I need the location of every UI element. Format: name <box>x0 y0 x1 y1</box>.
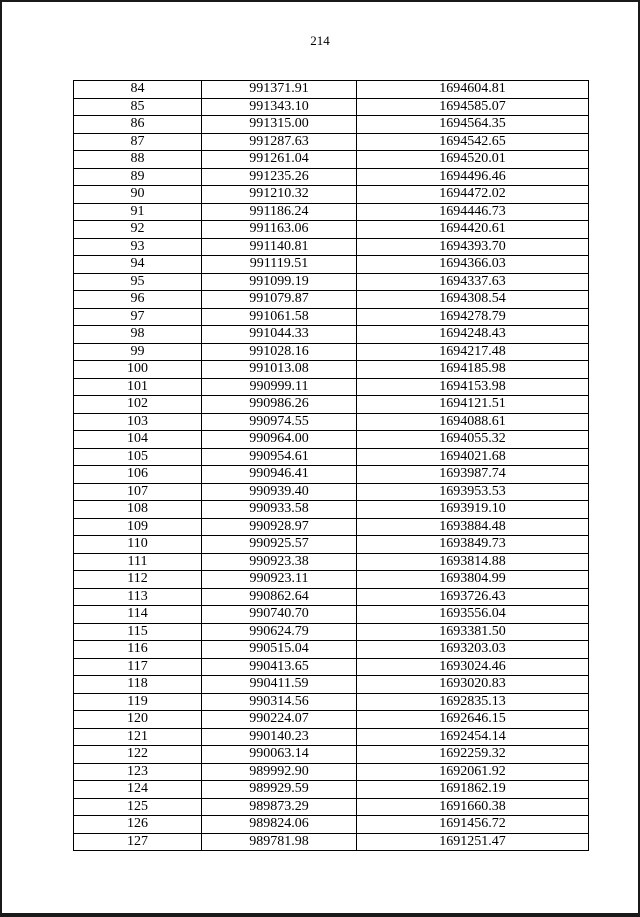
y-coordinate-cell: 1694121.51 <box>357 396 589 414</box>
point-number-cell: 117 <box>74 658 202 676</box>
y-coordinate-cell: 1693884.48 <box>357 518 589 536</box>
y-coordinate-cell: 1694585.07 <box>357 98 589 116</box>
table-row <box>74 623 589 641</box>
table-row <box>74 553 589 571</box>
table-row <box>74 133 589 151</box>
x-coordinate-cell: 990999.11 <box>202 378 357 396</box>
x-coordinate-cell: 990923.38 <box>202 553 357 571</box>
y-coordinate-cell: 1693020.83 <box>357 676 589 694</box>
point-number-cell: 114 <box>74 606 202 624</box>
table-row <box>74 151 589 169</box>
y-coordinate-cell: 1693804.99 <box>357 571 589 589</box>
x-coordinate-cell: 991235.26 <box>202 168 357 186</box>
y-coordinate-cell: 1692646.15 <box>357 711 589 729</box>
y-coordinate-cell: 1693381.50 <box>357 623 589 641</box>
y-coordinate-cell: 1693203.03 <box>357 641 589 659</box>
table-row <box>74 361 589 379</box>
table-row <box>74 431 589 449</box>
x-coordinate-cell: 990314.56 <box>202 693 357 711</box>
table-row <box>74 606 589 624</box>
y-coordinate-cell: 1694604.81 <box>357 81 589 99</box>
point-number-cell: 109 <box>74 518 202 536</box>
table-row <box>74 676 589 694</box>
table-row <box>74 501 589 519</box>
point-number-cell: 125 <box>74 798 202 816</box>
table-row <box>74 98 589 116</box>
point-number-cell: 110 <box>74 536 202 554</box>
x-coordinate-cell: 990224.07 <box>202 711 357 729</box>
coordinates-table <box>73 80 589 851</box>
point-number-cell: 105 <box>74 448 202 466</box>
y-coordinate-cell: 1694337.63 <box>357 273 589 291</box>
x-coordinate-cell: 990515.04 <box>202 641 357 659</box>
point-number-cell: 104 <box>74 431 202 449</box>
x-coordinate-cell: 991028.16 <box>202 343 357 361</box>
y-coordinate-cell: 1692259.32 <box>357 746 589 764</box>
table-row <box>74 308 589 326</box>
point-number-cell: 108 <box>74 501 202 519</box>
x-coordinate-cell: 990954.61 <box>202 448 357 466</box>
y-coordinate-cell: 1694564.35 <box>357 116 589 134</box>
point-number-cell: 100 <box>74 361 202 379</box>
table-row <box>74 81 589 99</box>
y-coordinate-cell: 1694248.43 <box>357 326 589 344</box>
page-number: 214 <box>310 33 330 48</box>
table-row <box>74 396 589 414</box>
y-coordinate-cell: 1693919.10 <box>357 501 589 519</box>
point-number-cell: 86 <box>74 116 202 134</box>
table-row <box>74 168 589 186</box>
y-coordinate-cell: 1693849.73 <box>357 536 589 554</box>
x-coordinate-cell: 991044.33 <box>202 326 357 344</box>
table-row <box>74 798 589 816</box>
y-coordinate-cell: 1694472.02 <box>357 186 589 204</box>
point-number-cell: 119 <box>74 693 202 711</box>
point-number-cell: 94 <box>74 256 202 274</box>
x-coordinate-cell: 991186.24 <box>202 203 357 221</box>
point-number-cell: 124 <box>74 781 202 799</box>
table-row <box>74 711 589 729</box>
y-coordinate-cell: 1694278.79 <box>357 308 589 326</box>
table-row <box>74 326 589 344</box>
table-row <box>74 833 589 851</box>
x-coordinate-cell: 989781.98 <box>202 833 357 851</box>
x-coordinate-cell: 989992.90 <box>202 763 357 781</box>
x-coordinate-cell: 990933.58 <box>202 501 357 519</box>
x-coordinate-cell: 990946.41 <box>202 466 357 484</box>
y-coordinate-cell: 1691456.72 <box>357 816 589 834</box>
y-coordinate-cell: 1694520.01 <box>357 151 589 169</box>
x-coordinate-cell: 990925.57 <box>202 536 357 554</box>
point-number-cell: 93 <box>74 238 202 256</box>
point-number-cell: 84 <box>74 81 202 99</box>
point-number-cell: 111 <box>74 553 202 571</box>
point-number-cell: 99 <box>74 343 202 361</box>
table-row <box>74 693 589 711</box>
x-coordinate-cell: 990964.00 <box>202 431 357 449</box>
point-number-cell: 103 <box>74 413 202 431</box>
point-number-cell: 127 <box>74 833 202 851</box>
table-row <box>74 536 589 554</box>
x-coordinate-cell: 990413.65 <box>202 658 357 676</box>
table-row <box>74 483 589 501</box>
x-coordinate-cell: 990140.23 <box>202 728 357 746</box>
point-number-cell: 101 <box>74 378 202 396</box>
point-number-cell: 118 <box>74 676 202 694</box>
point-number-cell: 88 <box>74 151 202 169</box>
table-row <box>74 186 589 204</box>
x-coordinate-cell: 990974.55 <box>202 413 357 431</box>
y-coordinate-cell: 1694420.61 <box>357 221 589 239</box>
y-coordinate-cell: 1694153.98 <box>357 378 589 396</box>
table-row <box>74 221 589 239</box>
table-row <box>74 763 589 781</box>
table-row <box>74 658 589 676</box>
point-number-cell: 122 <box>74 746 202 764</box>
point-number-cell: 92 <box>74 221 202 239</box>
scan-edge <box>0 913 640 917</box>
point-number-cell: 97 <box>74 308 202 326</box>
y-coordinate-cell: 1694088.61 <box>357 413 589 431</box>
x-coordinate-cell: 991061.58 <box>202 308 357 326</box>
table-row <box>74 641 589 659</box>
table-row <box>74 273 589 291</box>
point-number-cell: 96 <box>74 291 202 309</box>
y-coordinate-cell: 1694308.54 <box>357 291 589 309</box>
table-row <box>74 413 589 431</box>
x-coordinate-cell: 990923.11 <box>202 571 357 589</box>
x-coordinate-cell: 990939.40 <box>202 483 357 501</box>
x-coordinate-cell: 991163.06 <box>202 221 357 239</box>
y-coordinate-cell: 1694393.70 <box>357 238 589 256</box>
point-number-cell: 91 <box>74 203 202 221</box>
x-coordinate-cell: 991287.63 <box>202 133 357 151</box>
table-row <box>74 518 589 536</box>
x-coordinate-cell: 990063.14 <box>202 746 357 764</box>
point-number-cell: 87 <box>74 133 202 151</box>
table-row <box>74 378 589 396</box>
table-row <box>74 728 589 746</box>
point-number-cell: 112 <box>74 571 202 589</box>
x-coordinate-cell: 990986.26 <box>202 396 357 414</box>
x-coordinate-cell: 989929.59 <box>202 781 357 799</box>
y-coordinate-cell: 1694366.03 <box>357 256 589 274</box>
point-number-cell: 126 <box>74 816 202 834</box>
y-coordinate-cell: 1694496.46 <box>357 168 589 186</box>
y-coordinate-cell: 1692454.14 <box>357 728 589 746</box>
table-row <box>74 781 589 799</box>
table-row <box>74 343 589 361</box>
x-coordinate-cell: 991013.08 <box>202 361 357 379</box>
y-coordinate-cell: 1693987.74 <box>357 466 589 484</box>
x-coordinate-cell: 989824.06 <box>202 816 357 834</box>
x-coordinate-cell: 990740.70 <box>202 606 357 624</box>
y-coordinate-cell: 1691251.47 <box>357 833 589 851</box>
x-coordinate-cell: 991261.04 <box>202 151 357 169</box>
y-coordinate-cell: 1691862.19 <box>357 781 589 799</box>
y-coordinate-cell: 1694217.48 <box>357 343 589 361</box>
table-row <box>74 238 589 256</box>
point-number-cell: 113 <box>74 588 202 606</box>
x-coordinate-cell: 990928.97 <box>202 518 357 536</box>
x-coordinate-cell: 991099.19 <box>202 273 357 291</box>
y-coordinate-cell: 1694446.73 <box>357 203 589 221</box>
table-row <box>74 816 589 834</box>
table-row <box>74 466 589 484</box>
y-coordinate-cell: 1693726.43 <box>357 588 589 606</box>
y-coordinate-cell: 1693024.46 <box>357 658 589 676</box>
table-row <box>74 588 589 606</box>
point-number-cell: 85 <box>74 98 202 116</box>
point-number-cell: 123 <box>74 763 202 781</box>
point-number-cell: 90 <box>74 186 202 204</box>
point-number-cell: 98 <box>74 326 202 344</box>
x-coordinate-cell: 991119.51 <box>202 256 357 274</box>
point-number-cell: 106 <box>74 466 202 484</box>
point-number-cell: 120 <box>74 711 202 729</box>
y-coordinate-cell: 1694021.68 <box>357 448 589 466</box>
y-coordinate-cell: 1694055.32 <box>357 431 589 449</box>
table-row <box>74 448 589 466</box>
y-coordinate-cell: 1693556.04 <box>357 606 589 624</box>
x-coordinate-cell: 991079.87 <box>202 291 357 309</box>
y-coordinate-cell: 1691660.38 <box>357 798 589 816</box>
point-number-cell: 115 <box>74 623 202 641</box>
x-coordinate-cell: 991371.91 <box>202 81 357 99</box>
y-coordinate-cell: 1693953.53 <box>357 483 589 501</box>
table-row <box>74 746 589 764</box>
y-coordinate-cell: 1692061.92 <box>357 763 589 781</box>
x-coordinate-cell: 990862.64 <box>202 588 357 606</box>
y-coordinate-cell: 1693814.88 <box>357 553 589 571</box>
point-number-cell: 89 <box>74 168 202 186</box>
point-number-cell: 102 <box>74 396 202 414</box>
y-coordinate-cell: 1692835.13 <box>357 693 589 711</box>
x-coordinate-cell: 991140.81 <box>202 238 357 256</box>
x-coordinate-cell: 991210.32 <box>202 186 357 204</box>
point-number-cell: 121 <box>74 728 202 746</box>
y-coordinate-cell: 1694542.65 <box>357 133 589 151</box>
y-coordinate-cell: 1694185.98 <box>357 361 589 379</box>
point-number-cell: 116 <box>74 641 202 659</box>
table-row <box>74 291 589 309</box>
table-row <box>74 203 589 221</box>
table-row <box>74 116 589 134</box>
x-coordinate-cell: 990624.79 <box>202 623 357 641</box>
x-coordinate-cell: 989873.29 <box>202 798 357 816</box>
x-coordinate-cell: 991315.00 <box>202 116 357 134</box>
point-number-cell: 95 <box>74 273 202 291</box>
table-row <box>74 571 589 589</box>
x-coordinate-cell: 991343.10 <box>202 98 357 116</box>
table-row <box>74 256 589 274</box>
x-coordinate-cell: 990411.59 <box>202 676 357 694</box>
coordinates-table-body <box>74 81 589 851</box>
point-number-cell: 107 <box>74 483 202 501</box>
